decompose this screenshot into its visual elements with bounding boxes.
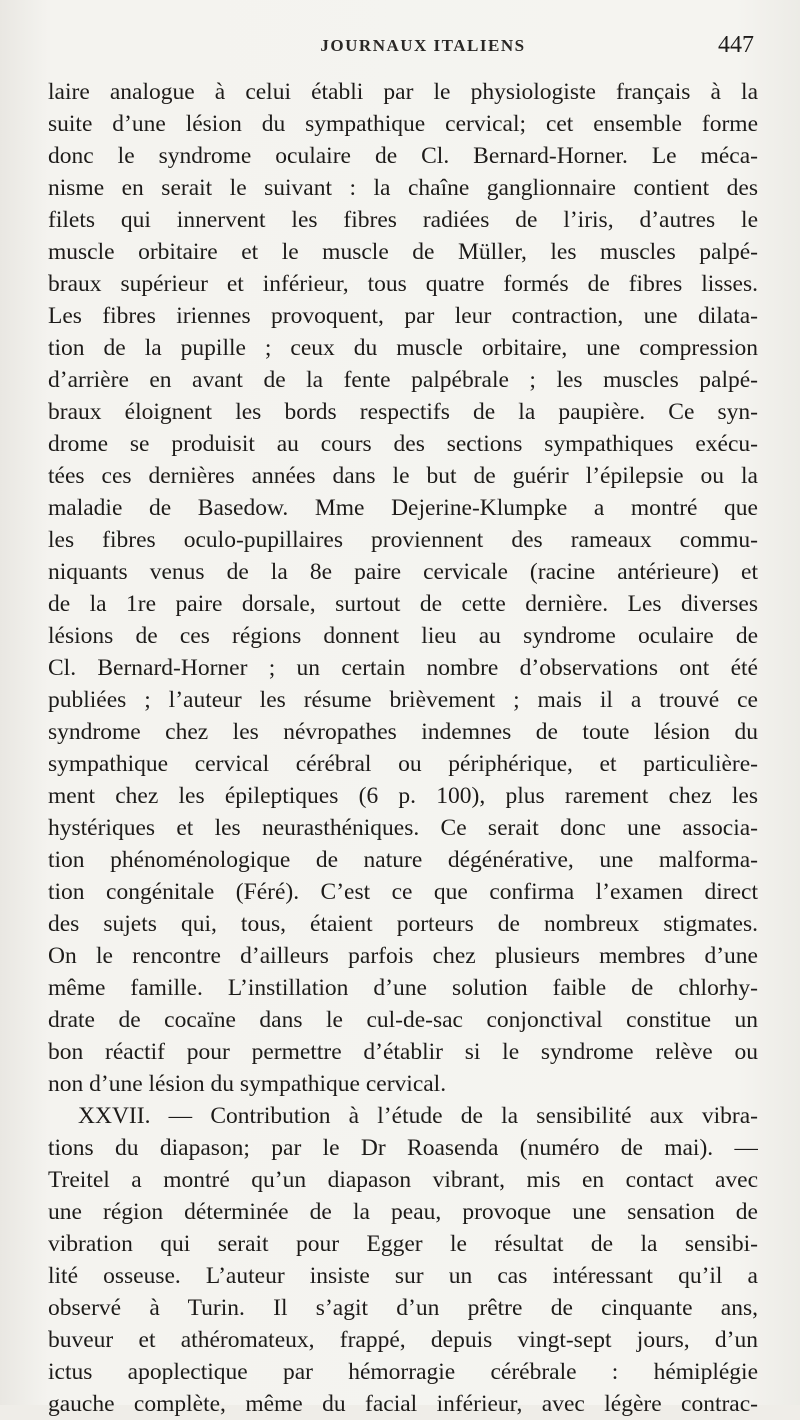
- page-number: 447: [718, 32, 754, 58]
- text-line: lité osseuse. L’auteur insiste sur un cas intéressant qu’il a: [48, 1263, 758, 1289]
- text-line: Les fibres iriennes provoquent, par leur contraction, une dilata-: [48, 303, 758, 329]
- text-line: Cl. Bernard-Horner ; un certain nombre d’observations ont été: [48, 655, 758, 681]
- running-title: JOURNAUX ITALIENS: [320, 36, 526, 55]
- text-line: braux éloignent les bords respectifs de la paupière. Ce syn-: [48, 399, 758, 425]
- text-line: On le rencontre d’ailleurs parfois chez plusieurs membres d’une: [48, 943, 758, 969]
- text-line: niquants venus de la 8e paire cervicale (racine antérieure) et: [48, 559, 758, 585]
- text-line: sympathique cervical cérébral ou périphérique, et particulière-: [48, 751, 758, 777]
- text-line: tées ces dernières années dans le but de guérir l’épilepsie ou la: [48, 463, 758, 489]
- text-line: hystériques et les neurasthéniques. Ce serait donc une associa-: [48, 815, 758, 841]
- text-line: gauche complète, même du facial inférieur, avec légère contrac-: [48, 1391, 758, 1417]
- section-heading-line: XXVII. — Contribution à l’étude de la sensibilité aux vibra-: [78, 1103, 758, 1129]
- text-line: une région déterminée de la peau, provoque une sensation de: [48, 1199, 758, 1225]
- text-line: lésions de ces régions donnent lieu au syndrome oculaire de: [48, 623, 758, 649]
- text-line: publiées ; l’auteur les résume brièvement ; mais il a trouvé ce: [48, 687, 758, 713]
- text-line: braux supérieur et inférieur, tous quatre formés de fibres lisses.: [48, 271, 758, 297]
- text-line: tion congénitale (Féré). C’est ce que confirma l’examen direct: [48, 879, 758, 905]
- text-line: tion de la pupille ; ceux du muscle orbitaire, une compression: [48, 335, 758, 361]
- text-line: bon réactif pour permettre d’établir si le syndrome relève ou: [48, 1039, 758, 1065]
- text-line: buveur et athéromateux, frappé, depuis vingt-sept jours, d’un: [48, 1327, 758, 1353]
- text-line: nisme en serait le suivant : la chaîne ganglionnaire contient des: [48, 175, 758, 201]
- text-line: non d’une lésion du sympathique cervical.: [48, 1071, 447, 1097]
- text-line: filets qui innervent les fibres radiées de l’iris, d’autres le: [48, 207, 758, 233]
- text-line: drome se produisit au cours des sections sympathiques exécu-: [48, 431, 758, 457]
- text-line: Treitel a montré qu’un diapason vibrant, mis en contact avec: [48, 1167, 758, 1193]
- text-line: muscle orbitaire et le muscle de Müller, les muscles palpé-: [48, 239, 758, 265]
- text-line: des sujets qui, tous, étaient porteurs de nombreux stigmates.: [48, 911, 758, 937]
- text-line: donc le syndrome oculaire de Cl. Bernard-Horner. Le méca-: [48, 143, 758, 169]
- text-line: tion phénoménologique de nature dégénérative, une malforma-: [48, 847, 758, 873]
- running-header: [48, 32, 758, 64]
- text-line: même famille. L’instillation d’une solution faible de chlorhy-: [48, 975, 758, 1001]
- text-line: laire analogue à celui établi par le physiologiste français à la: [48, 79, 758, 105]
- text-line: tions du diapason; par le Dr Roasenda (numéro de mai). —: [48, 1135, 758, 1161]
- text-line: ment chez les épileptiques (6 p. 100), plus rarement chez les: [48, 783, 758, 809]
- text-line: suite d’une lésion du sympathique cervical; cet ensemble forme: [48, 111, 758, 137]
- text-line: d’arrière en avant de la fente palpébrale ; les muscles palpé-: [48, 367, 758, 393]
- text-line: de la 1re paire dorsale, surtout de cette dernière. Les diverses: [48, 591, 758, 617]
- text-line: maladie de Basedow. Mme Dejerine-Klumpke a montré que: [48, 495, 758, 521]
- text-line: syndrome chez les névropathes indemnes de toute lésion du: [48, 719, 758, 745]
- text-line: observé à Turin. Il s’agit d’un prêtre de cinquante ans,: [48, 1295, 758, 1321]
- text-line: vibration qui serait pour Egger le résultat de la sensibi-: [48, 1231, 758, 1257]
- text-line: les fibres oculo-pupillaires proviennent des rameaux commu-: [48, 527, 758, 553]
- text-line: ictus apoplectique par hémorragie cérébrale : hémiplégie: [48, 1359, 758, 1385]
- text-line: drate de cocaïne dans le cul-de-sac conjonctival constitue un: [48, 1007, 758, 1033]
- body-text: [48, 76, 758, 1420]
